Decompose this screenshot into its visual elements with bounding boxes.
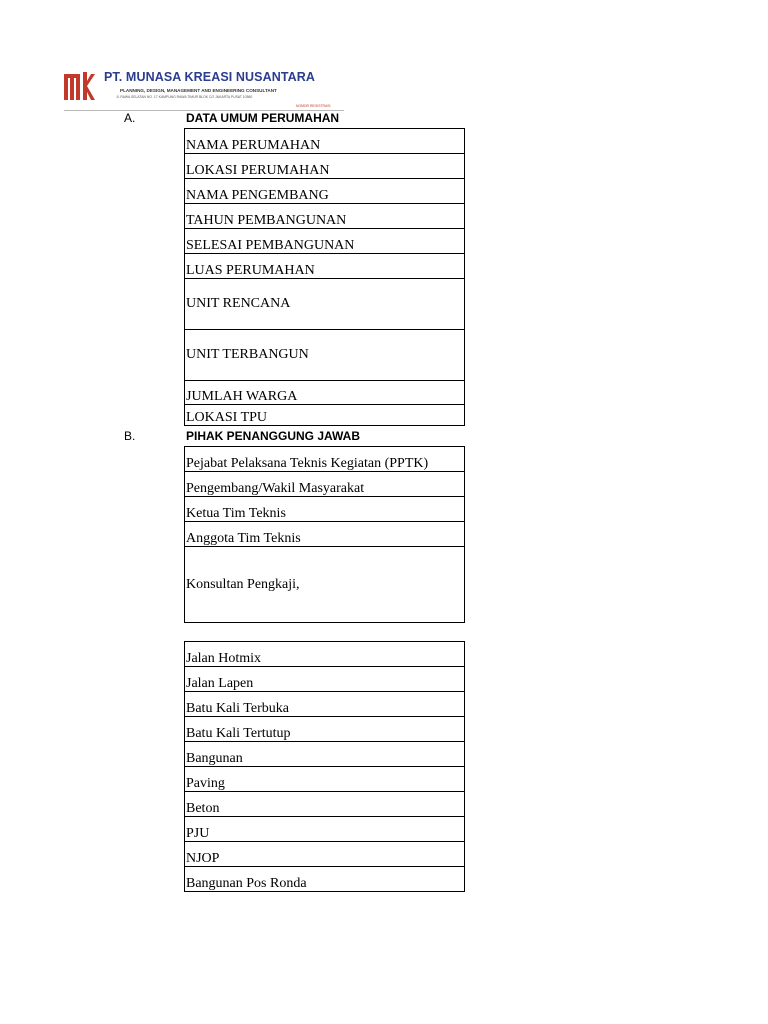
- table-row: TAHUN PEMBANGUNAN: [185, 204, 465, 229]
- company-address: Jl. RAWA SELATAN NO. 17 KAMPUNG RAWA TIMUR BLOK C/2 JAKARTA PUSAT 10560: [116, 95, 253, 99]
- table-row: Jalan Lapen: [185, 667, 465, 692]
- table-row: Bangunan Pos Ronda: [185, 867, 465, 892]
- table-row: Paving: [185, 767, 465, 792]
- table-row: JUMLAH WARGA: [185, 381, 465, 405]
- table-row: UNIT RENCANA: [185, 279, 465, 330]
- section-a-title: DATA UMUM PERUMAHAN: [186, 111, 340, 125]
- table-row: LOKASI TPU: [185, 405, 465, 426]
- table-row: Konsultan Pengkaji,: [185, 547, 465, 623]
- table-row: SELESAI PEMBANGUNAN: [185, 229, 465, 254]
- letterhead: [64, 68, 344, 112]
- table-row: PJU: [185, 817, 465, 842]
- table-row: Pejabat Pelaksana Teknis Kegiatan (PPTK): [185, 447, 465, 472]
- table-row: Anggota Tim Teknis: [185, 522, 465, 547]
- table-row: Pengembang/Wakil Masyarakat: [185, 472, 465, 497]
- section-b-table: [184, 446, 465, 623]
- table-row: Beton: [185, 792, 465, 817]
- table-row: NAMA PENGEMBANG: [185, 179, 465, 204]
- section-a-table: [184, 128, 465, 426]
- company-name: PT. MUNASA KREASI NUSANTARA: [104, 70, 316, 84]
- table-row: Batu Kali Terbuka: [185, 692, 465, 717]
- section-b-title: PIHAK PENANGGUNG JAWAB: [186, 429, 361, 443]
- table-row: UNIT TERBANGUN: [185, 330, 465, 381]
- table-row: LUAS PERUMAHAN: [185, 254, 465, 279]
- company-tagline: PLANNING, DESIGN, MANAGEMENT AND ENGINEERING CONSULTANT: [120, 88, 277, 93]
- table-row: Batu Kali Tertutup: [185, 717, 465, 742]
- company-logo-icon: [64, 70, 96, 102]
- table-row: NAMA PERUMAHAN: [185, 129, 465, 154]
- section-a-letter: A.: [124, 111, 136, 125]
- section-b-letter: B.: [124, 429, 136, 443]
- table-row: Ketua Tim Teknis: [185, 497, 465, 522]
- table-row: NJOP: [185, 842, 465, 867]
- table-row: LOKASI PERUMAHAN: [185, 154, 465, 179]
- registration-stamp: NOMOR REGISTRASI: [296, 104, 331, 108]
- section-c-table: [184, 641, 465, 892]
- table-row: Bangunan: [185, 742, 465, 767]
- table-row: Jalan Hotmix: [185, 642, 465, 667]
